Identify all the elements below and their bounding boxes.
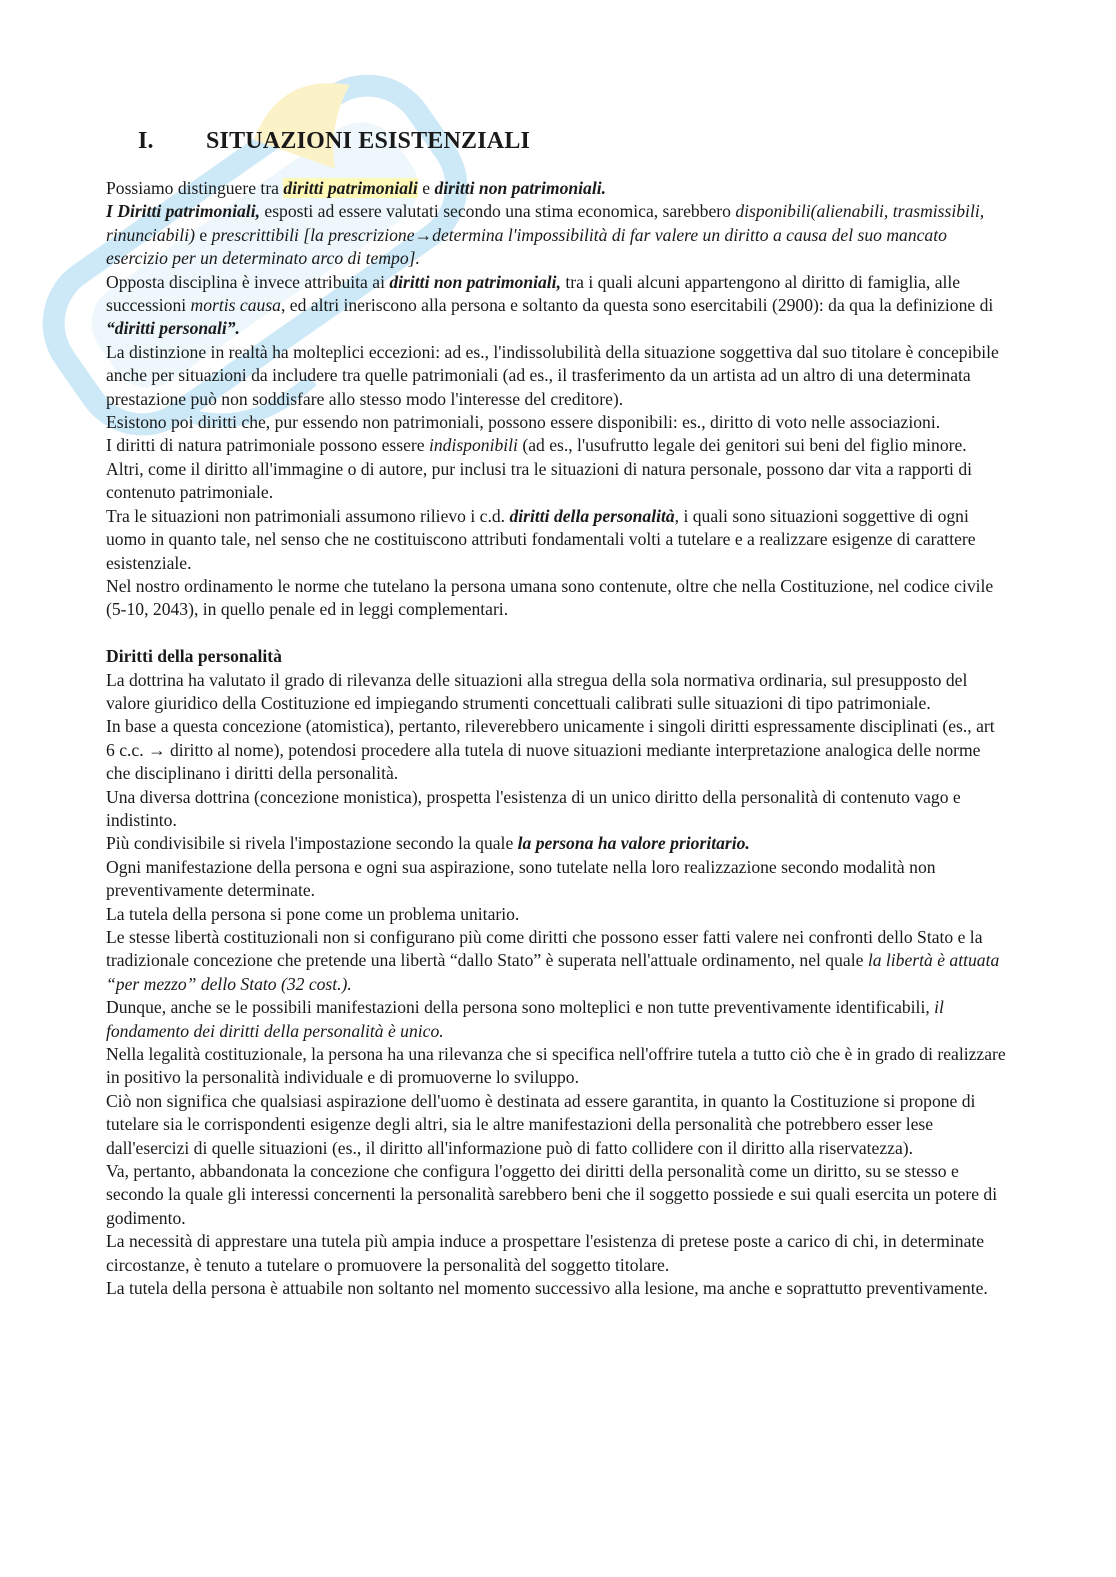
paragraph: La tutela della persona è attuabile non soltanto nel momento successivo alla lesione, ma anche e soprattutto preventivamente. <box>106 1278 988 1299</box>
document-page <box>106 128 1006 1300</box>
section-heading <box>138 128 1006 155</box>
paragraph: Esistono poi diritti che, pur essendo non patrimoniali, possono essere disponibili: es., diritto di voto nelle associazioni. <box>106 412 941 433</box>
paragraph: La dottrina ha valutato il grado di rilevanza delle situazioni alla stregua della sola normativa ordinaria, sul presupposto del valore giuridico della Costituzione ed impiegando strumenti concettuali calibrati sulle situazioni di tipo patrimoniale. <box>106 669 968 713</box>
subsection-title: Diritti della personalità <box>106 646 282 667</box>
heading-number: I. <box>138 128 154 154</box>
paragraph: La distinzione in realtà ha molteplici eccezioni: ad es., l'indissolubilità della situazione soggettiva dal suo titolare è concepibile anche per situazioni da includere tra quelle patrimoniali (ad es., il trasferimento da un artista ad un altro di una determinata prestazione può non soddisfare allo stesso modo l'interesse del creditore). <box>106 341 999 409</box>
paragraph: Nel nostro ordinamento le norme che tutelano la persona umana sono contenute, oltre che nella Costituzione, nel codice civile (5-10, 2043), in quello penale ed in leggi complementari. <box>106 575 994 620</box>
arrow-right-icon: → <box>414 224 433 245</box>
paragraph: Le stesse libertà costituzionali non si configurano più come diritti che possono esser fatti valere nei confronti dello Stato e la tradizionale concezione che pretende una libertà “dallo Stato” è superata nell'attuale ordinamento, nel quale la libertà è attuata “per mezzo” dello Stato (32 cost.). <box>106 926 1000 994</box>
spacer <box>106 622 1006 645</box>
paragraph: Dunque, anche se le possibili manifestazioni della persona sono molteplici e non tutte preventivamente identificabili, il fondamento dei diritti della personalità è unico. <box>106 997 944 1041</box>
paragraph: Nella legalità costituzionale, la persona ha una rilevanza che si specifica nell'offrire tutela a tutto ciò che è in grado di realizzare in positivo la personalità individuale e di promuoverne lo sviluppo. <box>106 1044 1006 1088</box>
paragraph: I diritti di natura patrimoniale possono essere indisponibili (ad es., l'usufrutto legale dei genitori sui beni del figlio minore. <box>106 435 967 456</box>
paragraph: Ogni manifestazione della persona e ogni sua aspirazione, sono tutelate nella loro realizzazione secondo modalità non preventivamente determinate. <box>106 856 936 901</box>
paragraph: Possiamo distinguere tra diritti patrimoniali e diritti non patrimoniali. <box>106 178 607 198</box>
paragraph: Tra le situazioni non patrimoniali assumono rilievo i c.d. diritti della personalità, i quali sono situazioni soggettive di ogni uomo in quanto tale, nel senso che ne costituiscono attributi fondamentali volti a tutelare e a realizzare esigenze di carattere esistenziale. <box>106 505 976 573</box>
paragraph: Ciò non significa che qualsiasi aspirazione dell'uomo è destinata ad essere garantita, in quanto la Costituzione si propone di tutelare sia le corrispondenti esigenze degli altri, sia le altre manifestazioni della personalità che potrebbero esser lese dall'esercizi di quelle situazioni (es., il diritto all'informazione può di fatto collidere con il diritto alla riservatezza). <box>106 1090 976 1158</box>
arrow-right-icon: → <box>148 739 166 760</box>
paragraph: Altri, come il diritto all'immagine o di autore, pur inclusi tra le situazioni di natura personale, possono dar vita a rapporti di contenuto patrimoniale. <box>106 458 973 503</box>
paragraph: In base a questa concezione (atomistica), pertanto, rileverebbero unicamente i singoli diritti espressamente disciplinati (es., art 6 c.c. → diritto al nome), potendosi procedere alla tutela di nuove situazioni mediante interpretazione analogica delle norme che disciplinano i diritti della personalità. <box>106 716 995 784</box>
paragraph: Va, pertanto, abbandonata la concezione che configura l'oggetto dei diritti della personalità come un diritto, su se stesso e secondo la quale gli interessi concernenti la personalità sarebbero beni che il soggetto possiede e sui quali esercita un potere di godimento. <box>106 1161 998 1228</box>
paragraph: Più condivisibile si rivela l'impostazione secondo la quale la persona ha valore prioritario. <box>106 833 750 854</box>
paragraph: La necessità di apprestare una tutela più ampia induce a prospettare l'esistenza di pretese poste a carico di chi, in determinate circostanze, è tenuto a tutelare o promuovere la personalità del soggetto titolare. <box>106 1231 985 1275</box>
paragraph: La tutela della persona si pone come un problema unitario. <box>106 903 520 924</box>
heading-title: SITUAZIONI ESISTENZIALI <box>206 128 531 154</box>
paragraph: Una diversa dottrina (concezione monistica), prospetta l'esistenza di un unico diritto della personalità di contenuto vago e indistinto. <box>106 786 961 830</box>
paragraph: I Diritti patrimoniali, esposti ad essere valutati secondo una stima economica, sarebbero disponibili(alienabili, trasmissibili, rinunciabili) e prescrittibili [la prescrizione→determina l'impossibilità di far valere un diritto a causa del suo mancato esercizio per un determinato arco di tempo]. <box>106 201 985 269</box>
paragraph: Opposta disciplina è invece attribuita ai diritti non patrimoniali, tra i quali alcuni appartengono al diritto di famiglia, alle successioni mortis causa, ed altri ineriscono alla persona e soltanto da questa sono esercitabili (2900): da qua la definizione di “diritti personali”. <box>106 271 994 339</box>
